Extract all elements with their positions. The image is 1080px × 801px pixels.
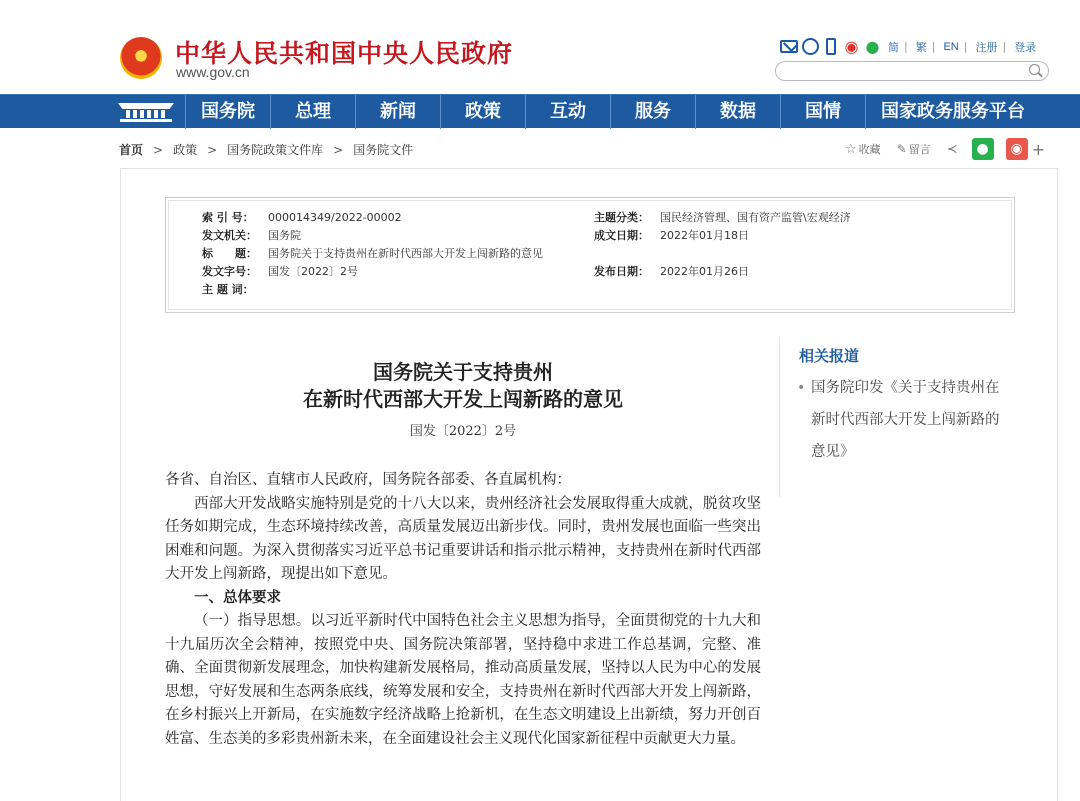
info-row-title <box>202 247 543 261</box>
wechat-share-icon[interactable]: ● <box>972 138 994 160</box>
info-label: 发布日期： <box>594 265 649 278</box>
login-link[interactable]: 登录 <box>1014 41 1037 54</box>
article <box>165 359 761 751</box>
chat-icon[interactable] <box>802 38 819 55</box>
breadcrumb-arrow: > <box>333 142 344 157</box>
search-icon[interactable] <box>1029 64 1040 75</box>
breadcrumb-documents[interactable]: 国务院文件 <box>353 143 414 157</box>
nav-item-service-platform[interactable]: 国家政务服务平台 <box>865 95 1040 129</box>
star-icon: ☆ <box>845 141 857 157</box>
weibo-icon[interactable]: ◉ <box>844 37 859 56</box>
breadcrumb-policy-library[interactable]: 国务院政策文件库 <box>227 143 324 157</box>
info-label: 成文日期： <box>594 229 649 242</box>
plus-icon[interactable]: + <box>1031 139 1046 159</box>
info-value: 国发〔2022〕2号 <box>268 265 358 278</box>
separator: | <box>1002 40 1007 53</box>
breadcrumb <box>119 141 413 158</box>
subsection-label: （一）指导思想。 <box>194 613 311 629</box>
register-link[interactable]: 注册 <box>975 41 998 54</box>
content-panel <box>120 168 1058 801</box>
article-paragraph <box>165 610 761 751</box>
info-value: 国务院关于支持贵州在新时代西部大开发上闯新路的意见 <box>268 247 543 260</box>
nav-item-data[interactable]: 数据 <box>695 95 780 129</box>
subsection-text: 以习近平新时代中国特色社会主义思想为指导，全面贯彻党的十九大和十九届历次全会精神，按照党中央、国务院决策部署，坚持稳中求进工作总基调，完整、准确、全面贯彻新发展理念，加快构建新发展格局，推动高质量发展，坚持以人民为中心的发展思想，守好发展和生态两条底线，统筹发展和安全，支持贵州在新时代西部大开发上闯新路，在乡村振兴上开新局，在实施数字经济战略上抢新机，在生态文明建设上出新绩，努力开创百姓富、生态美的多彩贵州新未来，在全面建设社会主义现代化国家新征程中贡献更大力量。 <box>165 613 762 747</box>
nav-item-premier[interactable]: 总理 <box>270 95 355 129</box>
article-title <box>165 359 761 413</box>
info-label: 索 引 号： <box>202 211 254 224</box>
lang-english-link[interactable]: EN <box>943 40 959 53</box>
nav-item-policy[interactable]: 政策 <box>440 95 525 129</box>
info-value: 000014349/2022-00002 <box>268 211 402 224</box>
article-salutation: 各省、自治区、直辖市人民政府，国务院各部委、各直属机构： <box>165 472 571 488</box>
info-row-date-written <box>594 229 749 243</box>
share-icon[interactable]: ≺ <box>946 141 958 157</box>
info-value: 2022年01月26日 <box>660 265 749 278</box>
emblem-icon[interactable] <box>120 37 162 79</box>
info-row-date-published <box>594 265 749 279</box>
related-report-link[interactable]: 国务院印发《关于支持贵州在新时代西部大开发上闯新路的意见》 <box>811 380 1000 460</box>
breadcrumb-arrow: > <box>153 142 164 157</box>
info-label: 主题分类： <box>594 211 649 224</box>
mail-icon[interactable] <box>780 40 798 53</box>
related-report-item[interactable] <box>799 372 1005 468</box>
phone-icon[interactable] <box>826 38 836 55</box>
wechat-icon[interactable]: ● <box>865 37 880 56</box>
article-tools <box>845 138 1045 160</box>
document-info-box <box>165 197 1015 313</box>
info-label: 主 题 词： <box>202 283 254 296</box>
info-row-docno <box>202 265 358 279</box>
lang-simplified-link[interactable]: 简 <box>888 41 899 54</box>
nav-item-interaction[interactable]: 互动 <box>525 95 610 129</box>
site-title[interactable]: 中华人民共和国中央人民政府 <box>175 39 514 68</box>
separator: | <box>931 40 936 53</box>
info-label: 发文字号： <box>202 265 257 278</box>
weibo-share-icon[interactable]: ◉ <box>1006 138 1028 160</box>
info-row-issuer <box>202 229 301 243</box>
bullet: • <box>797 380 806 396</box>
article-doc-number: 国发〔2022〕2号 <box>409 424 517 439</box>
nav-item-state-council[interactable]: 国务院 <box>185 95 270 129</box>
nav-item-news[interactable]: 新闻 <box>355 95 440 129</box>
related-reports-sidebar <box>779 337 1019 497</box>
nav-list <box>185 95 1040 129</box>
pen-icon: ✎ <box>896 142 907 156</box>
article-body <box>165 469 761 751</box>
info-row-keywords <box>202 283 268 297</box>
info-label: 标 题： <box>202 247 257 260</box>
breadcrumb-arrow: > <box>207 142 218 157</box>
comment-button[interactable] <box>897 141 931 157</box>
comment-label: 留言 <box>908 143 931 156</box>
section-heading: 一、总体要求 <box>194 589 281 606</box>
info-value: 国民经济管理、国有资产监管\宏观经济 <box>660 211 851 224</box>
info-label: 发文机关： <box>202 229 257 242</box>
favorite-button[interactable] <box>845 141 881 157</box>
lang-traditional-link[interactable]: 繁 <box>915 41 927 54</box>
separator: | <box>904 40 908 53</box>
nav-item-national-info[interactable]: 国情 <box>780 95 865 129</box>
search-input[interactable] <box>775 61 1049 81</box>
breadcrumb-policy[interactable]: 政策 <box>173 143 198 157</box>
nav-item-service[interactable]: 服务 <box>610 95 695 129</box>
site-header <box>0 0 1080 94</box>
info-row-topic <box>594 211 851 225</box>
main-nav <box>0 94 1080 128</box>
site-url: www.gov.cn <box>176 64 250 80</box>
article-title-line2: 在新时代西部大开发上闯新路的意见 <box>303 387 623 411</box>
info-value: 国务院 <box>268 229 301 242</box>
info-row-index <box>202 211 402 225</box>
sidebar-title: 相关报道 <box>799 347 860 365</box>
top-icon-bar <box>780 38 1036 55</box>
breadcrumb-home[interactable]: 首页 <box>119 143 144 157</box>
info-value: 2022年01月18日 <box>660 229 749 242</box>
home-building-icon[interactable] <box>118 100 174 124</box>
favorite-label: 收藏 <box>858 143 881 156</box>
article-title-line1: 国务院关于支持贵州 <box>373 360 553 384</box>
separator: | <box>963 40 968 53</box>
article-paragraph: 西部大开发战略实施特别是党的十八大以来，贵州经济社会发展取得重大成就，脱贫攻坚任务如期完成，生态环境持续改善，高质量发展迈出新步伐。同时，贵州发展也面临一些突出困难和问题。为深入贯彻落实习近平总书记重要讲话和指示批示精神，支持贵州在新时代西部大开发上闯新路，现提出如下意见。 <box>165 495 761 582</box>
